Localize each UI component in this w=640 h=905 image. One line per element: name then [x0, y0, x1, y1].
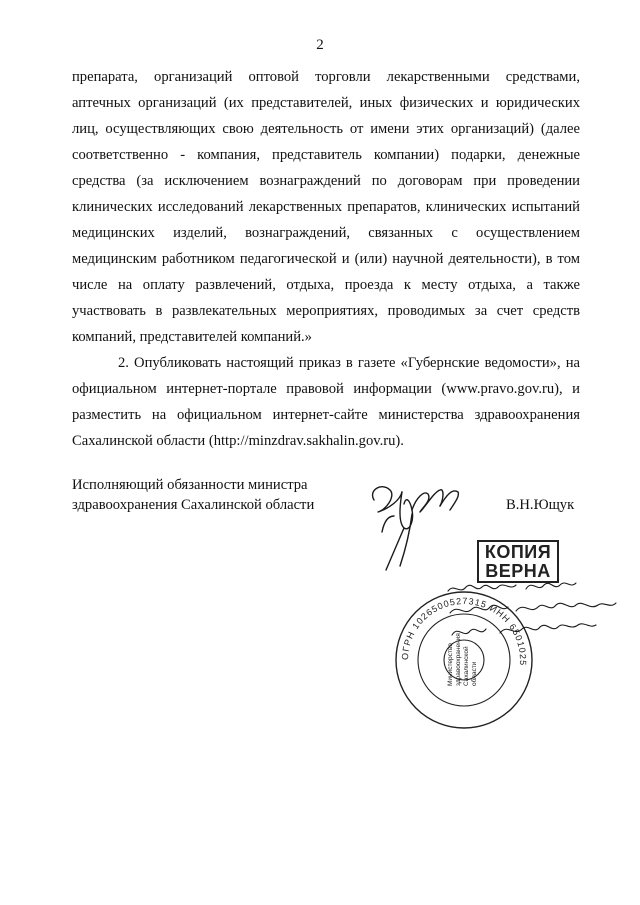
body-paragraph-publication: 2. Опубликовать настоящий приказ в газете «Губернские ведомости», на официальном интернет-портале правовой информации (www.pravo.gov.ru), и разместить на официальном интернет-сайте министерства здравоохранения Сахалинской области (http://minzdrav.sakhalin.gov.ru). — [72, 355, 580, 449]
svg-text:здравоохранения: здравоохранения — [455, 633, 462, 686]
signatory-title: Исполняющий обязанности министра здравоохранения Сахалинской области — [72, 477, 315, 513]
signatory-name: В.Н.Ющук — [506, 497, 575, 513]
handwritten-certification-note — [440, 573, 640, 653]
svg-text:области: области — [471, 661, 478, 686]
stamp-line-2: ВЕРНА — [485, 561, 551, 581]
document-body — [72, 64, 580, 454]
page-number: 2 — [316, 37, 324, 53]
svg-text:Министерство: Министерство — [447, 643, 454, 686]
body-paragraph-continued: препарата, организаций оптовой торговли лекарственными средствами, аптечных организаций (их представителей, иных физических и юридических лиц, осуществляющих свою деятельность от имени этих организаций) (далее соответственно - компания, представитель компании) подарки, денежные средства (за исключением вознаграждений по договорам при проведении клинических исследований лекарственных препаратов, клинических испытаний медицинских изделий, вознаграждений, связанных с осуществлением медицинским работником педагогической и (или) научной деятельности), в том числе на оплату развлечений, отдыха, проезда к месту отдыха, а также участвовать в развлекательных мероприятиях, проводимых за счет средств компаний, представителей компаний.» — [72, 69, 580, 345]
svg-text:Сахалинской: Сахалинской — [463, 646, 470, 686]
handwritten-signature — [360, 470, 470, 580]
stamp-line-1: КОПИЯ — [484, 542, 552, 562]
svg-text:ОГРН 1026500527315 ИНН 650102: ОГРН 1026500527315 ИНН 6501025 — [399, 595, 529, 667]
